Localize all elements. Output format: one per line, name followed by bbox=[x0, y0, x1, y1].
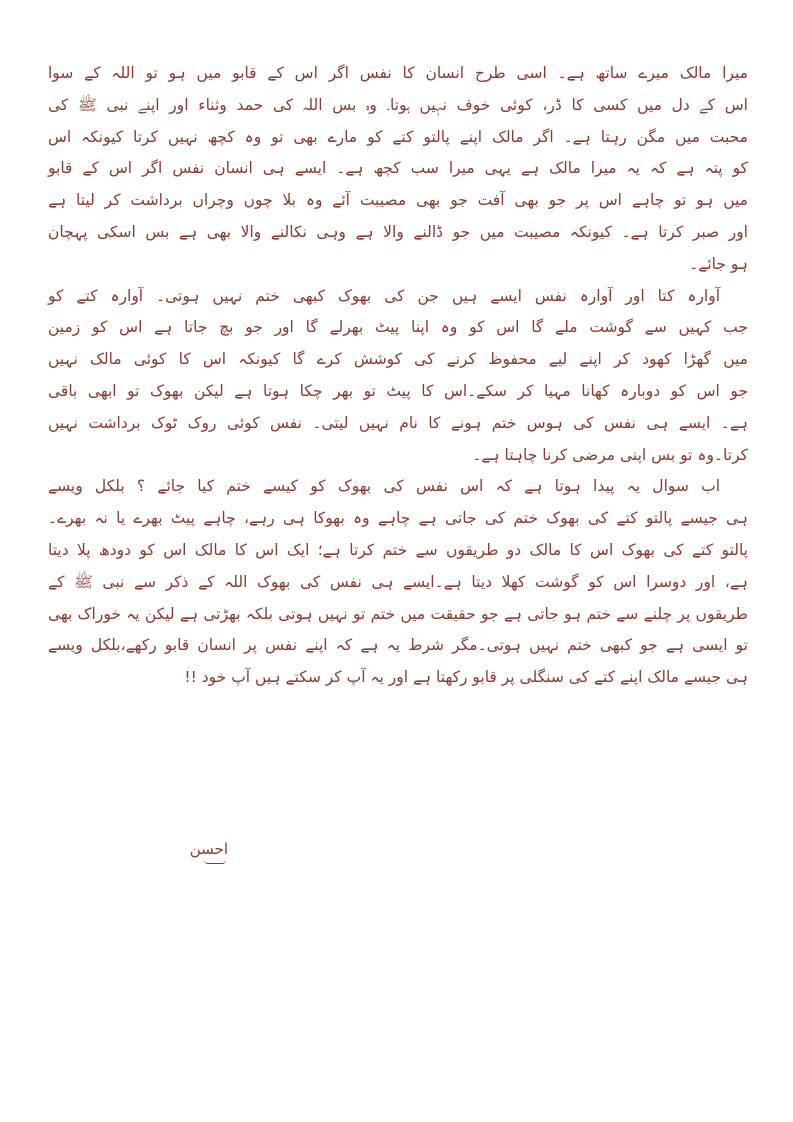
text-line: آوارہ کتا اور آوارہ نفس ایسے ہیں جن کی بھوک کبھی ختم نہیں ہوتی۔ آوارہ کتے کو bbox=[48, 286, 720, 305]
article-body bbox=[48, 58, 748, 694]
text-line: کو پتہ ہے کہ یہ میرا مالک ہے یہی میرا سب کچھ ہے۔ ایسے ہی انسان نفس اگر اس کے قابو bbox=[48, 159, 748, 178]
text-line: میں ہو تو چاہے اس پر جو بھی آفت جو بھی مصیبت آئے وہ بلا چوں وچراں برداشت کر لیتا ہے bbox=[48, 191, 748, 210]
text-line: ہو جائے۔ bbox=[689, 254, 748, 273]
text-line: جو اس کو دوبارہ کھانا مہیا کر سکے۔اس کا پیٹ تو بھر چکا ہوتا ہے لیکن بھوک تو ابھی باقی bbox=[48, 381, 748, 400]
text-line: ہی جیسے پالتو کتے کی بھوک ختم کی جاتی ہے چاہے وہ بھوکا ہی رہے، چاہے پیٹ بھرے یا نہ بھرے۔ bbox=[48, 509, 748, 528]
text-line: اور صبر کرتا ہے۔ کیونکہ مصیبت میں جو ڈالنے والا ہے وہی نکالنے والا بھی ہے بس اسکی پہچان bbox=[48, 222, 748, 241]
text-line: ہے۔ ایسے ہی نفس کی ہوس ختم ہونے کا نام نہیں لیتی۔ نفس کوئی روک ٹوک برداشت نہیں bbox=[48, 413, 748, 432]
text-line: میرا مالک میرے ساتھ ہے۔ اسی طرح انسان کا نفس اگر اس کے قابو میں ہو تو اللہ کے سوا bbox=[48, 64, 748, 82]
text-line: طریقوں پر چلنے سے ختم ہو جاتی ہے جو حقیقت میں ختم تو نہیں ہوتی بلکہ بھڑتی ہے لیکن یہ خوراک بھی bbox=[48, 604, 748, 623]
paragraph-2 bbox=[48, 281, 748, 472]
text-line: جب کہیں سے گوشت ملے گا اس کو وہ اپنا پیٹ بھرلے گا اور جو بچ جاتا ہے اس کو زمین bbox=[48, 318, 748, 337]
signature bbox=[158, 840, 228, 864]
paragraph-3 bbox=[48, 471, 748, 694]
text-line: پالتو کتے کی بھوک اس کا مالک دو طریقوں سے ختم کرتا ہے؛ ایک اس کا مالک اس کو دودھ پلا دیتا bbox=[48, 540, 748, 559]
signature-name: احسن bbox=[189, 840, 228, 858]
text-line: ہی جیسے مالک اپنے کتے کی سنگلی پر قابو رکھتا ہے اور یہ آپ کر سکتے ہیں آپ خود !! bbox=[184, 668, 748, 687]
text-line: محبت میں مگن رہتا ہے۔ اگر مالک اپنے پالتو کتے کو مارے بھی تو وہ کچھ نہیں کرتا کیونکہ اس bbox=[48, 127, 748, 146]
text-line: اب سوال یہ پیدا ہوتا ہے کہ اس نفس کی بھوک کو کیسے ختم کیا جائے ؟ بلکل ویسے bbox=[48, 477, 720, 496]
text-line: تو ایسی ہے جو کبھی ختم نہیں ہوتی۔مگر شرط یہ ہے کہ اپنے نفس پر انسان قابو رکھے،بلکل ویسے bbox=[48, 636, 748, 655]
text-line: کرتا۔وہ تو بس اپنی مرضی کرنا چاہتا ہے۔ bbox=[472, 445, 748, 464]
text-line: ہے، اور دوسرا اس کو گوشت کھلا دیتا ہے۔ایسے ہی نفس کی بھوک اللہ کے ذکر سے نبی ﷺ کے bbox=[48, 572, 748, 591]
paragraph-1 bbox=[48, 58, 748, 281]
signature-flourish bbox=[204, 860, 226, 864]
text-line: میں گھڑا کھود کر اپنے لیے محفوظ کرنے کی کوشش کرے گا کیونکہ اس کا کوئی مالک نہیں bbox=[48, 350, 748, 369]
text-line: اس کے دل میں کسی کا ڈر، کوئی خوف نہیں ہوتا۔ وہ بس اللہ کی حمد وثناء اور اپنے نبی ﷺ کی bbox=[48, 95, 748, 114]
